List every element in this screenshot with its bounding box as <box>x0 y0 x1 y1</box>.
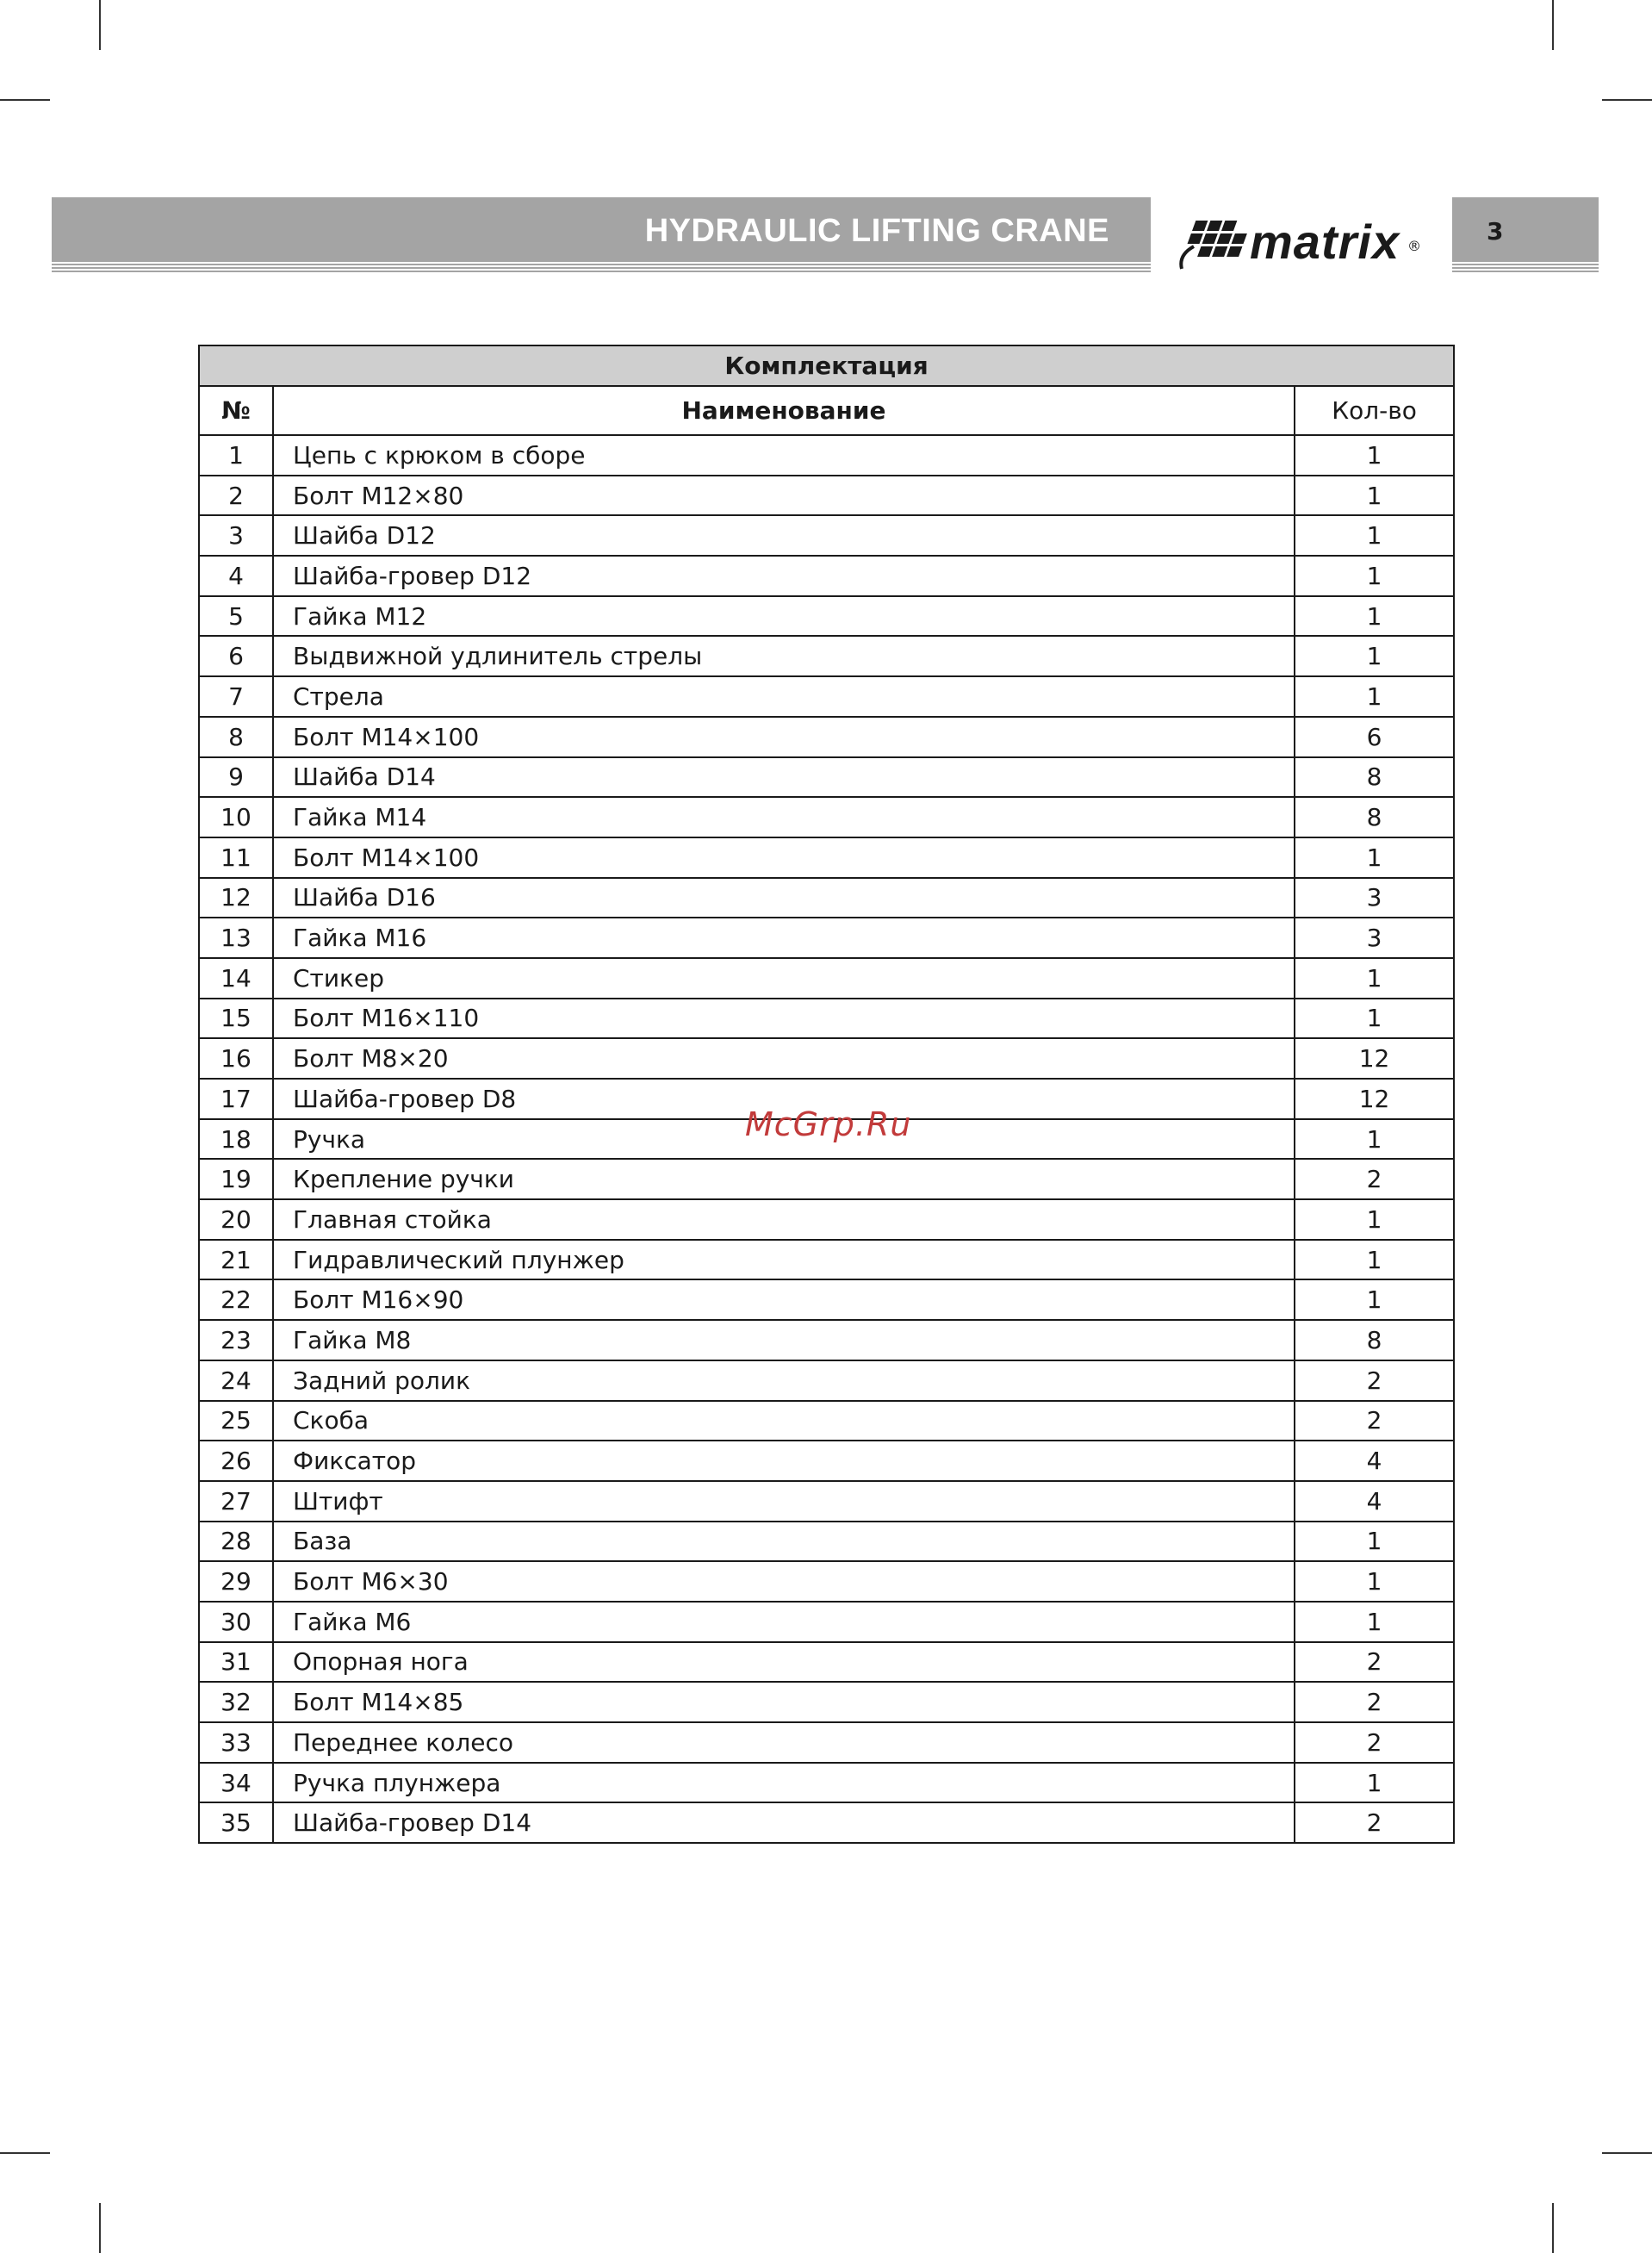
table-row <box>199 1159 1454 1199</box>
row-name: Переднее колесо <box>273 1722 1295 1763</box>
table-row <box>199 1441 1454 1481</box>
row-number: 7 <box>199 676 273 717</box>
header-bar <box>52 197 1151 262</box>
row-number: 13 <box>199 918 273 958</box>
row-qty: 6 <box>1295 717 1454 757</box>
row-name: Шайба D16 <box>273 878 1295 918</box>
table-row <box>199 476 1454 516</box>
table-row <box>199 999 1454 1039</box>
row-qty: 12 <box>1295 1079 1454 1119</box>
row-qty: 2 <box>1295 1722 1454 1763</box>
row-qty: 3 <box>1295 878 1454 918</box>
watermark: McGrp.Ru <box>745 1105 912 1143</box>
table-row <box>199 1763 1454 1803</box>
table-row <box>199 918 1454 958</box>
row-number: 12 <box>199 878 273 918</box>
row-qty: 1 <box>1295 1199 1454 1240</box>
table-row <box>199 676 1454 717</box>
table-row <box>199 1802 1454 1843</box>
header-stripes <box>52 264 1151 272</box>
row-number: 4 <box>199 556 273 596</box>
row-number: 8 <box>199 717 273 757</box>
row-number: 15 <box>199 999 273 1039</box>
table-row <box>199 1199 1454 1240</box>
table-row <box>199 1038 1454 1079</box>
row-name: Стрела <box>273 676 1295 717</box>
row-name: Шайба-гровер D8 <box>273 1079 1295 1119</box>
row-name: Крепление ручки <box>273 1159 1295 1199</box>
row-qty: 1 <box>1295 1119 1454 1160</box>
row-name: Цепь с крюком в сборе <box>273 435 1295 476</box>
crop-mark <box>99 2203 101 2253</box>
table-header-row <box>199 386 1454 435</box>
table-row <box>199 1561 1454 1602</box>
row-number: 29 <box>199 1561 273 1602</box>
table-row <box>199 878 1454 918</box>
row-number: 11 <box>199 837 273 878</box>
row-qty: 2 <box>1295 1360 1454 1401</box>
row-qty: 1 <box>1295 1763 1454 1803</box>
row-number: 21 <box>199 1240 273 1280</box>
row-name: Гайка M6 <box>273 1602 1295 1642</box>
table-row <box>199 797 1454 837</box>
row-name: Ручка плунжера <box>273 1763 1295 1803</box>
row-name: Фиксатор <box>273 1441 1295 1481</box>
table-caption: Комплектация <box>199 345 1454 386</box>
row-number: 30 <box>199 1602 273 1642</box>
row-number: 31 <box>199 1642 273 1683</box>
row-number: 27 <box>199 1481 273 1522</box>
table-row <box>199 636 1454 676</box>
table-row <box>199 596 1454 637</box>
row-qty: 4 <box>1295 1441 1454 1481</box>
registered-mark: ® <box>1407 238 1421 254</box>
row-name: Гайка M8 <box>273 1320 1295 1360</box>
row-qty: 1 <box>1295 1602 1454 1642</box>
table-row <box>199 837 1454 878</box>
row-name: Болт M16×110 <box>273 999 1295 1039</box>
row-name: База <box>273 1522 1295 1562</box>
row-qty: 1 <box>1295 1279 1454 1320</box>
row-qty: 2 <box>1295 1159 1454 1199</box>
row-name: Шайба-гровер D14 <box>273 1802 1295 1843</box>
row-name: Гайка M14 <box>273 797 1295 837</box>
table-row <box>199 1360 1454 1401</box>
crop-mark <box>99 0 101 50</box>
row-qty: 1 <box>1295 837 1454 878</box>
col-header-name: Наименование <box>273 386 1295 435</box>
row-qty: 1 <box>1295 1240 1454 1280</box>
row-qty: 8 <box>1295 797 1454 837</box>
row-name: Шайба-гровер D12 <box>273 556 1295 596</box>
row-qty: 1 <box>1295 958 1454 999</box>
row-number: 32 <box>199 1682 273 1722</box>
crop-mark <box>1602 2152 1652 2154</box>
brand-logo <box>1177 212 1426 277</box>
row-qty: 1 <box>1295 515 1454 556</box>
row-qty: 1 <box>1295 676 1454 717</box>
row-number: 1 <box>199 435 273 476</box>
row-number: 6 <box>199 636 273 676</box>
page-box-stripes <box>1452 264 1599 272</box>
page-number-box <box>1452 197 1599 262</box>
table-row <box>199 1642 1454 1683</box>
row-name: Стикер <box>273 958 1295 999</box>
row-name: Болт M8×20 <box>273 1038 1295 1079</box>
table-row <box>199 1722 1454 1763</box>
row-name: Гидравлический плунжер <box>273 1240 1295 1280</box>
row-number: 9 <box>199 757 273 798</box>
table-row <box>199 1320 1454 1360</box>
row-number: 28 <box>199 1522 273 1562</box>
row-name: Болт M14×100 <box>273 837 1295 878</box>
table-row <box>199 958 1454 999</box>
col-header-number: № <box>199 386 273 435</box>
row-number: 3 <box>199 515 273 556</box>
row-name: Выдвижной удлинитель стрелы <box>273 636 1295 676</box>
row-name: Болт M14×85 <box>273 1682 1295 1722</box>
document-title: HYDRAULIC LIFTING CRANE <box>644 213 1109 249</box>
row-number: 24 <box>199 1360 273 1401</box>
row-qty: 1 <box>1295 435 1454 476</box>
row-name: Болт M12×80 <box>273 476 1295 516</box>
table-row <box>199 515 1454 556</box>
crop-mark <box>1552 0 1554 50</box>
page-number: 3 <box>1487 217 1504 246</box>
row-number: 2 <box>199 476 273 516</box>
row-number: 19 <box>199 1159 273 1199</box>
row-number: 35 <box>199 1802 273 1843</box>
row-name: Шайба D14 <box>273 757 1295 798</box>
brand-name: matrix <box>1250 215 1400 269</box>
row-number: 5 <box>199 596 273 637</box>
row-number: 14 <box>199 958 273 999</box>
row-name: Болт M14×100 <box>273 717 1295 757</box>
row-qty: 1 <box>1295 636 1454 676</box>
row-name: Задний ролик <box>273 1360 1295 1401</box>
row-qty: 1 <box>1295 476 1454 516</box>
table-row <box>199 1401 1454 1441</box>
row-qty: 2 <box>1295 1401 1454 1441</box>
row-qty: 4 <box>1295 1481 1454 1522</box>
row-name: Штифт <box>273 1481 1295 1522</box>
table-row <box>199 556 1454 596</box>
row-number: 33 <box>199 1722 273 1763</box>
row-name: Болт M16×90 <box>273 1279 1295 1320</box>
row-qty: 8 <box>1295 757 1454 798</box>
table-row <box>199 1682 1454 1722</box>
row-number: 34 <box>199 1763 273 1803</box>
col-header-qty: Кол-во <box>1295 386 1454 435</box>
row-name: Скоба <box>273 1401 1295 1441</box>
row-number: 25 <box>199 1401 273 1441</box>
crop-mark <box>0 99 50 101</box>
row-qty: 1 <box>1295 1561 1454 1602</box>
row-number: 20 <box>199 1199 273 1240</box>
row-qty: 2 <box>1295 1642 1454 1683</box>
row-qty: 1 <box>1295 596 1454 637</box>
row-qty: 1 <box>1295 999 1454 1039</box>
parts-table <box>198 345 1455 1844</box>
row-qty: 1 <box>1295 1522 1454 1562</box>
table-row <box>199 1240 1454 1280</box>
table-row <box>199 717 1454 757</box>
row-name: Гайка M12 <box>273 596 1295 637</box>
table-row <box>199 435 1454 476</box>
row-name: Болт M6×30 <box>273 1561 1295 1602</box>
row-qty: 1 <box>1295 556 1454 596</box>
crop-mark <box>1602 99 1652 101</box>
matrix-grid-icon <box>1177 212 1254 277</box>
row-qty: 2 <box>1295 1682 1454 1722</box>
row-number: 18 <box>199 1119 273 1160</box>
row-name: Главная стойка <box>273 1199 1295 1240</box>
table-row <box>199 1522 1454 1562</box>
row-name: Гайка M16 <box>273 918 1295 958</box>
row-number: 16 <box>199 1038 273 1079</box>
row-name: Опорная нога <box>273 1642 1295 1683</box>
row-number: 23 <box>199 1320 273 1360</box>
row-name: Шайба D12 <box>273 515 1295 556</box>
row-number: 26 <box>199 1441 273 1481</box>
row-name: Ручка <box>273 1119 1295 1160</box>
row-qty: 2 <box>1295 1802 1454 1843</box>
table-row <box>199 1279 1454 1320</box>
table-row <box>199 757 1454 798</box>
crop-mark <box>1552 2203 1554 2253</box>
row-number: 17 <box>199 1079 273 1119</box>
row-qty: 3 <box>1295 918 1454 958</box>
row-number: 10 <box>199 797 273 837</box>
row-qty: 8 <box>1295 1320 1454 1360</box>
crop-mark <box>0 2152 50 2154</box>
table-row <box>199 1481 1454 1522</box>
table-row <box>199 1602 1454 1642</box>
row-number: 22 <box>199 1279 273 1320</box>
row-qty: 12 <box>1295 1038 1454 1079</box>
